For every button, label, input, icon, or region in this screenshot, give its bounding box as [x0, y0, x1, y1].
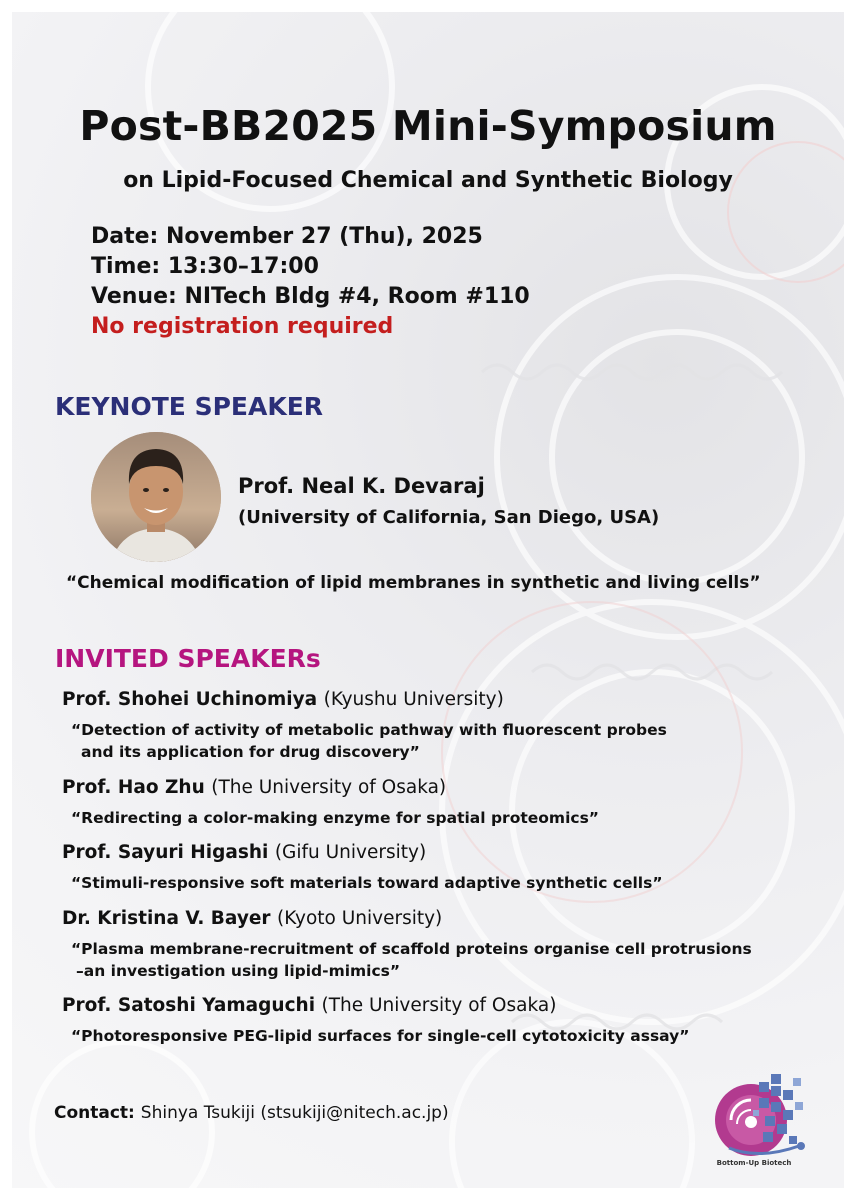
- bottom-up-biotech-logo-icon: [709, 1064, 817, 1168]
- speaker-1-talk-line-2: and its application for drug discovery”: [81, 743, 420, 761]
- registration-note: No registration required: [91, 314, 394, 339]
- speaker-2-name: Prof. Hao Zhu (The University of Osaka): [62, 777, 447, 798]
- keynote-talk-title: “Chemical modification of lipid membranes in synthetic and living cells”: [66, 573, 761, 593]
- portrait-photo-icon: [91, 432, 221, 562]
- contact-info: [54, 1103, 449, 1123]
- page-title: Post-BB2025 Mini-Symposium: [79, 102, 777, 150]
- speaker-3-talk: “Stimuli-responsive soft materials toward adaptive synthetic cells”: [71, 874, 663, 892]
- keynote-affiliation: (University of California, San Diego, USA): [238, 507, 660, 528]
- contact-label: Contact:: [54, 1103, 135, 1123]
- contact-value: Shinya Tsukiji (stsukiji@nitech.ac.jp): [140, 1103, 449, 1123]
- speaker-1-talk-line-1: “Detection of activity of metabolic pathway with fluorescent probes: [71, 721, 667, 739]
- logo-text: Bottom-Up Biotech: [716, 1159, 792, 1167]
- speaker-3-name: Prof. Sayuri Higashi (Gifu University): [62, 842, 427, 863]
- speaker-4-name: Dr. Kristina V. Bayer (Kyoto University): [62, 908, 443, 929]
- speaker-3-affiliation: (Gifu University): [274, 842, 427, 863]
- speaker-1-affiliation: (Kyushu University): [323, 689, 504, 710]
- page-subtitle: on Lipid-Focused Chemical and Synthetic Biology: [123, 168, 733, 193]
- speaker-4-talk-line-2: –an investigation using lipid-mimics”: [76, 962, 401, 980]
- invited-heading: INVITED SPEAKERs: [55, 644, 321, 673]
- speaker-2-affiliation: (The University of Osaka): [211, 777, 447, 798]
- speaker-5-talk: “Photoresponsive PEG-lipid surfaces for single-cell cytotoxicity assay”: [71, 1027, 690, 1045]
- keynote-heading: KEYNOTE SPEAKER: [55, 392, 324, 421]
- speaker-2-talk: “Redirecting a color-making enzyme for spatial proteomics”: [71, 809, 599, 827]
- poster: [12, 12, 844, 1188]
- speaker-5-name: Prof. Satoshi Yamaguchi (The University of Osaka): [62, 995, 557, 1016]
- keynote-name: Prof. Neal K. Devaraj: [238, 474, 485, 498]
- event-time: Time: 13:30–17:00: [91, 254, 319, 279]
- keynote-portrait: [91, 432, 221, 562]
- event-venue: Venue: NITech Bldg #4, Room #110: [91, 284, 530, 309]
- speaker-4-affiliation: (Kyoto University): [277, 908, 443, 929]
- speaker-5-affiliation: (The University of Osaka): [321, 995, 557, 1016]
- speaker-1-name: Prof. Shohei Uchinomiya (Kyushu University): [62, 689, 504, 710]
- speaker-4-talk-line-1: “Plasma membrane-recruitment of scaffold proteins organise cell protrusions: [71, 940, 752, 958]
- event-date: Date: November 27 (Thu), 2025: [91, 224, 483, 249]
